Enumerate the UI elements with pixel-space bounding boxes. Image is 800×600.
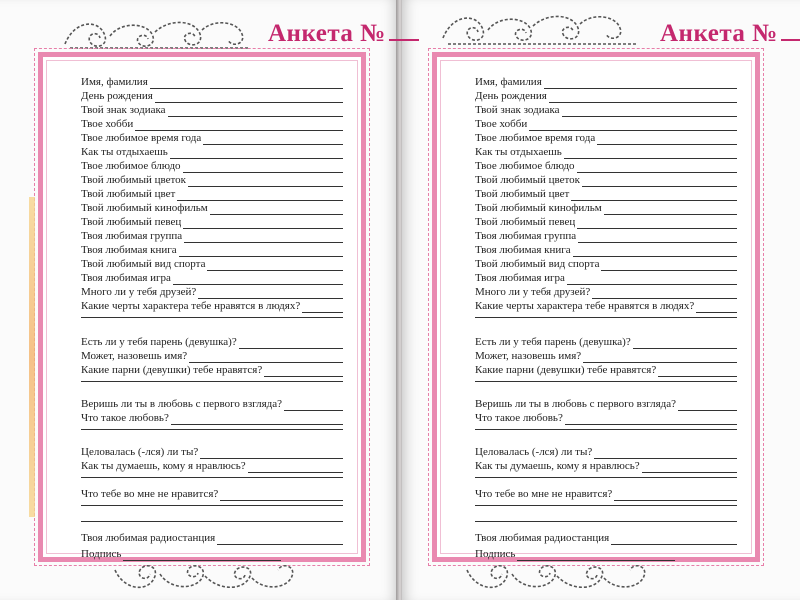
question-label: Твоя любимая игра <box>81 272 171 284</box>
right-page <box>402 0 800 600</box>
question-label: Твой любимый вид спорта <box>81 258 206 270</box>
question-label: Твой любимый цветок <box>81 174 187 186</box>
question-label: Твой любимый вид спорта <box>475 258 600 270</box>
answer-line[interactable] <box>582 176 737 187</box>
question-row <box>475 285 737 299</box>
question-row <box>475 159 737 173</box>
question-row <box>81 411 343 425</box>
answer-extra-line[interactable] <box>475 429 737 430</box>
question-row <box>475 131 737 145</box>
question-row <box>475 187 737 201</box>
answer-line[interactable] <box>642 462 737 473</box>
question-label: Веришь ли ты в любовь с первого взгляда? <box>81 398 283 410</box>
question-row <box>475 89 737 103</box>
question-row <box>475 363 737 377</box>
answer-line[interactable] <box>573 246 737 257</box>
question-label: Целовалась (-лся) ли ты? <box>475 446 593 458</box>
answer-extra-line[interactable] <box>81 381 343 382</box>
question-label: Как ты отдыхаешь <box>475 146 562 158</box>
question-label: Как ты отдыхаешь <box>81 146 168 158</box>
question-label: Что такое любовь? <box>475 412 563 424</box>
answer-line[interactable] <box>564 148 737 159</box>
question-row <box>475 445 737 459</box>
question-label: Может, назовешь имя? <box>475 350 582 362</box>
question-row <box>475 173 737 187</box>
question-label: Твой любимый певец <box>475 216 576 228</box>
answer-line[interactable] <box>696 302 737 313</box>
answer-line[interactable] <box>200 448 343 459</box>
question-label: Твой любимый цвет <box>475 188 570 200</box>
answer-line[interactable] <box>264 366 343 377</box>
question-label: Твоя любимая книга <box>475 244 571 256</box>
answer-line[interactable] <box>248 462 343 473</box>
answer-extra-line[interactable] <box>475 505 737 506</box>
question-row <box>81 229 343 243</box>
answer-line[interactable] <box>601 260 737 271</box>
question-row <box>475 201 737 215</box>
question-row <box>81 243 343 257</box>
answer-line[interactable] <box>583 352 737 363</box>
question-row <box>475 411 737 425</box>
question-row <box>475 397 737 411</box>
question-row <box>81 89 343 103</box>
answer-line[interactable] <box>549 92 737 103</box>
question-row <box>475 243 737 257</box>
answer-line[interactable] <box>571 190 737 201</box>
answer-line[interactable] <box>173 274 343 285</box>
answer-line[interactable] <box>217 534 343 545</box>
question-label: Как ты думаешь, кому я нравлюсь? <box>81 460 246 472</box>
question-row <box>81 257 343 271</box>
question-label: Подпись <box>475 548 516 560</box>
left-title-number-blank[interactable] <box>389 21 419 41</box>
question-label: Какие черты характера тебе нравятся в людях? <box>81 300 301 312</box>
question-label: Твой знак зодиака <box>81 104 166 116</box>
question-label: Что такое любовь? <box>81 412 169 424</box>
question-row <box>475 487 737 501</box>
answer-extra-line[interactable] <box>81 505 343 506</box>
answer-line[interactable] <box>210 204 343 215</box>
question-row <box>81 445 343 459</box>
answer-line[interactable] <box>529 120 737 131</box>
answer-line[interactable] <box>155 92 343 103</box>
question-label: Твоя любимая группа <box>81 230 183 242</box>
question-label: Много ли у тебя друзей? <box>81 286 197 298</box>
answer-extra-line[interactable] <box>81 317 343 318</box>
answer-line[interactable] <box>198 288 343 299</box>
answer-line[interactable] <box>578 232 737 243</box>
question-label: Твое любимое блюдо <box>475 160 575 172</box>
swirl-ornament-bottom-left <box>110 560 310 596</box>
question-label: Твой любимый певец <box>81 216 182 228</box>
answer-line[interactable] <box>562 106 737 117</box>
question-label: Твой любимый цвет <box>81 188 176 200</box>
answer-extra-line[interactable] <box>475 317 737 318</box>
right-title-number-blank[interactable] <box>781 21 800 41</box>
question-label: Твой знак зодиака <box>475 104 560 116</box>
question-label: Может, назовешь имя? <box>81 350 188 362</box>
left-form-frame <box>38 52 366 562</box>
question-row <box>81 335 343 349</box>
question-row <box>81 531 343 545</box>
question-label: Твоя любимая игра <box>475 272 565 284</box>
question-row <box>81 397 343 411</box>
question-label: Твое любимое время года <box>81 132 202 144</box>
question-label: Есть ли у тебя парень (девушка)? <box>475 336 631 348</box>
answer-line[interactable] <box>594 448 737 459</box>
answer-line[interactable] <box>177 190 343 201</box>
answer-line[interactable] <box>577 218 737 229</box>
question-label: Что тебе во мне не нравится? <box>475 488 613 500</box>
question-label: Много ли у тебя друзей? <box>475 286 591 298</box>
question-label: Твоя любимая группа <box>475 230 577 242</box>
answer-line[interactable] <box>188 176 343 187</box>
question-row <box>81 173 343 187</box>
question-label: Имя, фамилия <box>81 76 148 88</box>
answer-line[interactable] <box>597 134 737 145</box>
question-row <box>81 271 343 285</box>
question-label: Твое любимое блюдо <box>81 160 181 172</box>
question-row <box>81 145 343 159</box>
question-label: Что тебе во мне не нравится? <box>81 488 219 500</box>
answer-line[interactable] <box>544 78 737 89</box>
question-row <box>475 145 737 159</box>
answer-line[interactable] <box>171 414 343 425</box>
question-row <box>475 531 737 545</box>
answer-line[interactable] <box>220 490 343 501</box>
right-form-frame <box>432 52 760 562</box>
answer-line[interactable] <box>150 78 343 89</box>
right-title-text: Анкета № <box>660 20 778 47</box>
question-row <box>475 335 737 349</box>
answer-line[interactable] <box>565 414 737 425</box>
answer-line[interactable] <box>184 232 343 243</box>
question-label: Как ты думаешь, кому я нравлюсь? <box>475 460 640 472</box>
question-label: Какие черты характера тебе нравятся в людях? <box>475 300 695 312</box>
question-row <box>475 117 737 131</box>
answer-line[interactable] <box>658 366 737 377</box>
answer-line[interactable] <box>302 302 343 313</box>
question-row <box>475 299 737 313</box>
question-label: Какие парни (девушки) тебе нравятся? <box>475 364 657 376</box>
question-row <box>81 187 343 201</box>
question-row <box>81 299 343 313</box>
question-label: Твое хобби <box>81 118 134 130</box>
question-row <box>81 215 343 229</box>
question-row <box>475 215 737 229</box>
question-label: Твоя любимая радиостанция <box>81 532 216 544</box>
left-page-title <box>268 20 419 48</box>
answer-line[interactable] <box>203 134 343 145</box>
question-row <box>81 349 343 363</box>
question-row <box>475 349 737 363</box>
answer-extra-line[interactable] <box>81 477 343 478</box>
question-label: Твоя любимая радиостанция <box>475 532 610 544</box>
question-row <box>81 131 343 145</box>
question-label: Твой любимый кинофильм <box>81 202 208 214</box>
question-label: Веришь ли ты в любовь с первого взгляда? <box>475 398 677 410</box>
answer-line[interactable] <box>239 338 343 349</box>
question-row <box>81 547 281 561</box>
answer-line[interactable] <box>678 400 737 411</box>
question-row <box>475 103 737 117</box>
answer-line[interactable] <box>168 106 343 117</box>
question-label: Твое любимое время года <box>475 132 596 144</box>
answer-line[interactable] <box>183 218 343 229</box>
question-row <box>81 117 343 131</box>
question-row <box>81 201 343 215</box>
question-row <box>475 229 737 243</box>
swirl-ornament-bottom-right <box>462 560 672 596</box>
left-title-text: Анкета № <box>268 20 386 47</box>
question-label: День рождения <box>81 90 153 102</box>
question-row <box>475 459 737 473</box>
answer-line[interactable] <box>207 260 343 271</box>
answer-line[interactable] <box>170 148 343 159</box>
question-label: Твой любимый цветок <box>475 174 581 186</box>
question-row <box>81 159 343 173</box>
question-row <box>81 459 343 473</box>
question-label: Твой любимый кинофильм <box>475 202 602 214</box>
swirl-ornament-top-right <box>438 8 648 52</box>
answer-extra-line[interactable] <box>81 521 343 522</box>
question-label: Твое хобби <box>475 118 528 130</box>
right-page-title <box>660 20 800 48</box>
question-row <box>81 75 343 89</box>
answer-line[interactable] <box>284 400 343 411</box>
swirl-ornament-top-left <box>60 14 260 56</box>
answer-line[interactable] <box>567 274 737 285</box>
answer-extra-line[interactable] <box>475 381 737 382</box>
question-label: Какие парни (девушки) тебе нравятся? <box>81 364 263 376</box>
question-label: Имя, фамилия <box>475 76 542 88</box>
answer-line[interactable] <box>633 338 737 349</box>
question-row <box>475 547 675 561</box>
frame-decorative-stripe <box>29 197 35 517</box>
question-row <box>475 75 737 89</box>
question-row <box>81 285 343 299</box>
answer-extra-line[interactable] <box>81 429 343 430</box>
answer-line[interactable] <box>183 162 343 173</box>
question-label: Есть ли у тебя парень (девушка)? <box>81 336 237 348</box>
question-label: Целовалась (-лся) ли ты? <box>81 446 199 458</box>
question-row <box>81 363 343 377</box>
question-row <box>81 103 343 117</box>
answer-line[interactable] <box>577 162 737 173</box>
question-row <box>81 487 343 501</box>
answer-line[interactable] <box>189 352 343 363</box>
answer-extra-line[interactable] <box>475 477 737 478</box>
left-page <box>0 0 398 600</box>
answer-line[interactable] <box>179 246 343 257</box>
answer-line[interactable] <box>614 490 737 501</box>
question-row <box>475 271 737 285</box>
answer-line[interactable] <box>135 120 343 131</box>
answer-line[interactable] <box>611 534 737 545</box>
answer-line[interactable] <box>592 288 737 299</box>
question-row <box>475 257 737 271</box>
question-label: Подпись <box>81 548 122 560</box>
answer-line[interactable] <box>604 204 737 215</box>
question-label: День рождения <box>475 90 547 102</box>
answer-extra-line[interactable] <box>475 521 737 522</box>
question-label: Твоя любимая книга <box>81 244 177 256</box>
